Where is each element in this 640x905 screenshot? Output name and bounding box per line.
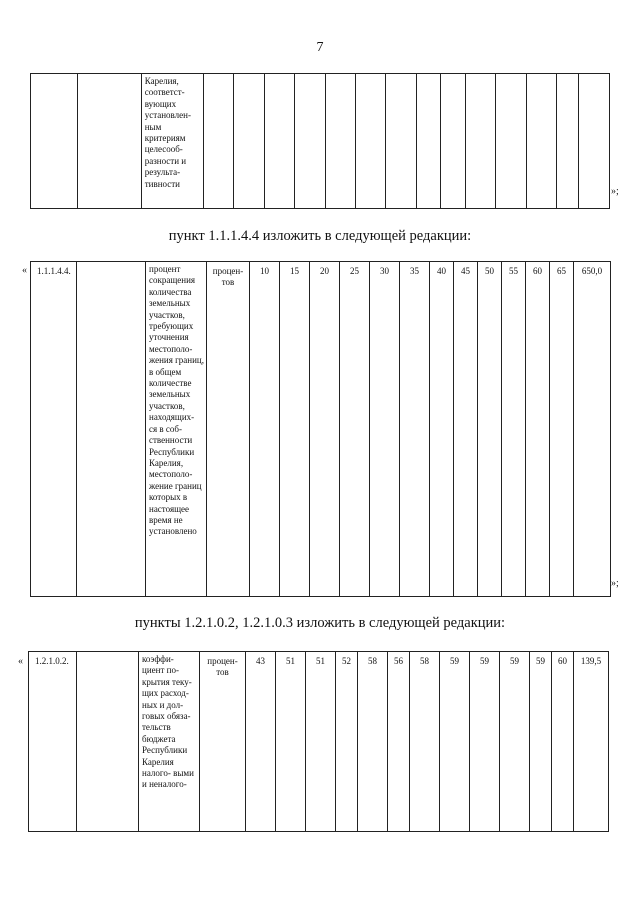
value-cell <box>295 74 325 209</box>
closing-quote-mark: »; <box>611 578 619 589</box>
value-cell: 51 <box>306 652 336 832</box>
indicator-description: Карелия, соответст- вующих установлен- ным критериям целесооб- разности и результа- тивности <box>141 74 203 209</box>
value-cell: 58 <box>358 652 388 832</box>
indicator-code: 1.1.1.4.4. <box>31 262 77 597</box>
value-cell: 139,5 <box>574 652 609 832</box>
section-heading: пункт 1.1.1.4.4 изложить в следующей редакции: <box>168 228 472 244</box>
value-cell: 650,0 <box>574 262 611 597</box>
empty-cell <box>77 652 139 832</box>
indicator-unit: процен- тов <box>200 652 246 832</box>
closing-quote-mark: »; <box>611 186 619 197</box>
opening-quote-mark: « <box>22 265 27 276</box>
value-cell: 10 <box>250 262 280 597</box>
code-cell <box>31 74 78 209</box>
value-cell <box>557 74 579 209</box>
indicator-table-continued <box>30 73 610 209</box>
value-cell <box>526 74 556 209</box>
indicator-table-1-1-1-4-4 <box>30 261 611 597</box>
value-cell: 45 <box>454 262 478 597</box>
value-cell: 59 <box>500 652 530 832</box>
indicator-table-1-2-1-0-2 <box>28 651 609 832</box>
value-cell <box>465 74 495 209</box>
value-cell: 58 <box>410 652 440 832</box>
value-cell: 15 <box>280 262 310 597</box>
value-cell: 56 <box>388 652 410 832</box>
empty-cell <box>77 262 146 597</box>
value-cell <box>356 74 386 209</box>
value-cell: 59 <box>440 652 470 832</box>
value-cell <box>325 74 355 209</box>
value-cell: 35 <box>400 262 430 597</box>
unit-cell <box>203 74 233 209</box>
value-cell <box>496 74 526 209</box>
indicator-unit: процен- тов <box>207 262 250 597</box>
value-cell: 51 <box>276 652 306 832</box>
value-cell: 59 <box>470 652 500 832</box>
value-cell: 50 <box>478 262 502 597</box>
opening-quote-mark: « <box>18 656 23 667</box>
section-heading: пункты 1.2.1.0.2, 1.2.1.0.3 изложить в следующей редакции: <box>134 615 506 631</box>
value-cell <box>416 74 440 209</box>
value-cell: 59 <box>530 652 552 832</box>
value-cell: 52 <box>336 652 358 832</box>
value-cell: 30 <box>370 262 400 597</box>
value-cell <box>441 74 465 209</box>
value-cell <box>264 74 294 209</box>
value-cell: 20 <box>310 262 340 597</box>
value-cell <box>579 74 610 209</box>
indicator-description: процент сокращения количества земельных участков, требующих уточнения местополо- жения границ, в общем количестве земельных участков, находящих- ся в соб- ственности Республики Карелия, местополо- жение границ которых в настоящее время не установлено <box>146 262 207 597</box>
value-cell: 60 <box>526 262 550 597</box>
value-cell: 40 <box>430 262 454 597</box>
value-cell: 55 <box>502 262 526 597</box>
value-cell <box>386 74 416 209</box>
empty-cell <box>77 74 141 209</box>
page-number: 7 <box>316 40 324 55</box>
indicator-description: коэффи- циент по- крытия теку- щих расход- ных и дол- говых обяза- тельств бюджета Республики Карелия налого- выми и неналого- <box>139 652 200 832</box>
value-cell: 43 <box>246 652 276 832</box>
value-cell: 25 <box>340 262 370 597</box>
indicator-code: 1.2.1.0.2. <box>29 652 77 832</box>
value-cell: 65 <box>550 262 574 597</box>
value-cell: 60 <box>552 652 574 832</box>
value-cell <box>234 74 264 209</box>
